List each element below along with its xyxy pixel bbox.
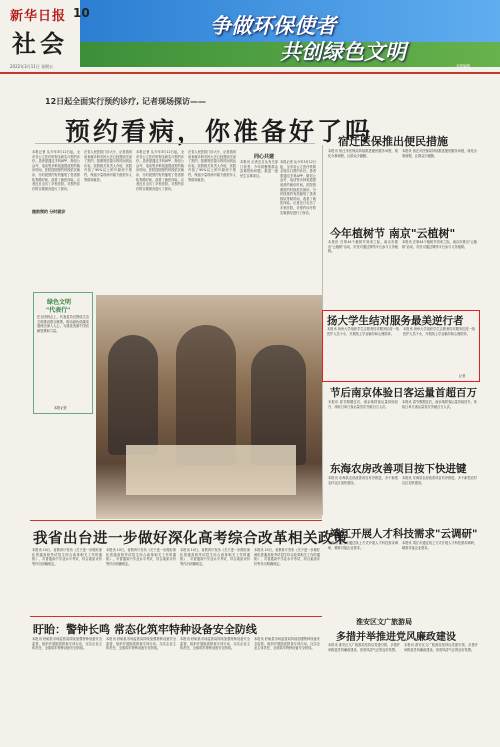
- masthead: [0, 0, 500, 73]
- lead-kicker: 12日起全面实行预约诊疗, 记者现场探访——: [45, 97, 206, 106]
- bottom-col2: 本报讯 盱眙县市场监管局持续加强特种设备安全监管，组织开展隐患排查专项行动，压实企业主体责任，全面筑牢特种设备安全防线。: [106, 637, 176, 651]
- banner-credit: 本版编辑: [456, 64, 470, 68]
- story1-col1: 本报讯 宿迁市医保局持续推进便民服务举措，简化办事流程，让群众少跑腿。: [328, 149, 398, 158]
- story1-col2: 本报讯 宿迁市医保局持续推进便民服务举措，简化办事流程，让群众少跑腿。: [402, 149, 477, 158]
- bottom-col4: 本报讯 盱眙县市场监管局持续加强特种设备安全监管，组织开展隐患排查专项行动，压实企业主体责任，全面筑牢特种设备安全防线。: [254, 637, 320, 651]
- masthead-rule: [0, 72, 500, 74]
- lead-title: 预约看病，你准备好了吗: [65, 117, 374, 146]
- story6-col1: 本报讯 靖江市通过线上方式开展人才科技需求调研，精准对接企业需求。: [328, 541, 398, 550]
- feature-photo: [96, 295, 322, 519]
- story3-col2: 本报讯 扬州大学组织学生志愿者结对服务抗疫一线医护人员子女，开展线上学业辅导和心理陪伴。: [403, 327, 475, 336]
- photo-figure-2: [176, 325, 236, 465]
- green-box-author: 本报记者: [54, 406, 67, 410]
- green-box-title2: "代表行": [46, 307, 71, 314]
- story4-col1: 本报讯 春节假期过后，南京地铁客运量持续回升，体验日单日客运量首次突破百万人次。: [328, 400, 398, 409]
- story5-col1: 本报讯 东海县农房改善项目有序推进，多个新型农村社区加快建设。: [328, 476, 398, 485]
- story6-title: 靖江开展人才科技需求"云调研": [330, 528, 478, 540]
- lead-col3: 本报记者 从今年3月12日起，全市各公立医疗机构全面实行预约诊疗。患者需通过手机APP、微信公众号、电话等多种渠道提前预约就诊时间，医院按照预约时段依次就诊，分时段预约有效缩短了患者排队等候时间，改善了就医体验。记者近日走访了多家医院，对预约诊疗的实施情况进行了探访。: [136, 150, 184, 191]
- green-box: [33, 292, 93, 414]
- story3-author: 记者: [459, 374, 466, 378]
- section-title: 社会: [12, 29, 68, 58]
- banner-line1: 争做环保使者: [210, 13, 336, 38]
- banner-line2: 共创绿色文明: [280, 39, 406, 64]
- lead-col2: 在省人民医院门诊大厅，记者看到前来就诊的市民大多已经提前完成了预约，按照短信提示的时间到达诊室。医院相关负责人介绍，医院开放了90%以上的号源用于预约，保留少量现场号源方便老年人等群体就医。: [84, 150, 132, 182]
- bottom-rule: [30, 616, 322, 617]
- lead-subhead: 提前预约 分时就诊: [32, 209, 66, 214]
- lead-col1: 本报记者 从今年3月12日起，全市各公立医疗机构全面实行预约诊疗。患者需通过手机APP、微信公众号、电话等多种渠道提前预约就诊时间，医院按照预约时段依次就诊，分时段预约有效缩短了患者排队等候时间，改善了就医体验。记者近日走访了多家医院，对预约诊疗的实施情况进行了探访。: [32, 150, 80, 191]
- feature-title: 我省出台进一步做好深化高考综合改革相关政策: [33, 530, 348, 547]
- middle-col2: 本报记者 从今年3月12日起，全市各公立医疗机构全面实行预约诊疗。患者需通过手机APP、微信公众号、电话等多种渠道提前预约就诊时间，医院按照预约时段依次就诊，分时段预约有效缩短了患者排队等候时间，改善了就医体验。记者近日走访了多家医院，对预约诊疗的实施情况进行了探访。: [280, 160, 316, 215]
- story2-col1: 本报讯 在第44个植树节到来之际，南京市推出"云植树"活动，市民可通过网络平台参与义务植树。: [328, 240, 398, 254]
- middle-title: 同心共建: [254, 154, 275, 160]
- bottom-col1: 本报讯 盱眙县市场监管局持续加强特种设备安全监管，组织开展隐患排查专项行动，压实企业主体责任，全面筑牢特种设备安全防线。: [32, 637, 102, 651]
- story5-title: 东海农房改善项目按下快进键: [330, 463, 467, 475]
- feature-col2: 本报讯 10日，省教育厅发布《关于进一步做好深化普通高校考试招生综合改革相关工作的通知》，对普通高中学业水平考试、综合素质评价等作出明确规定。: [106, 548, 176, 566]
- feature-rule: [30, 520, 322, 521]
- story7-col1: 本报讯 淮安区文广旅游局坚持以党建引领，多措并举推进党风廉政建设，营造风清气正的良好氛围。: [328, 643, 400, 652]
- middle-col1: 本报讯 记者近日从有关部门获悉，今年将聚焦群众急难愁盼问题，推进一批民生实事项目。: [240, 160, 278, 178]
- story7-col2: 本报讯 淮安区文广旅游局坚持以党建引领，多措并举推进党风廉政建设，营造风清气正的良好氛围。: [404, 643, 478, 652]
- green-box-body: 在全国两会上，代表委员们围绕生态文明建设建言献策，推动绿色低碳发展理念深入人心，为建设美丽中国贡献智慧和力量。: [37, 315, 89, 333]
- story3-title: 扬大学生结对服务最美逆行者: [327, 315, 464, 327]
- story2-col2: 本报讯 在第44个植树节到来之际，南京市推出"云植树"活动，市民可通过网络平台参与义务植树。: [402, 240, 477, 249]
- bottom-title: 盱眙：警钟长鸣 常态化筑牢特种设备安全防线: [33, 623, 257, 636]
- paper-name: 新华日报: [10, 9, 67, 24]
- highlight-box: [322, 310, 480, 382]
- lead-rule: [35, 143, 315, 144]
- photo-desk: [126, 445, 296, 495]
- green-box-title1: 绿色文明: [47, 299, 72, 306]
- feature-col1: 本报讯 10日，省教育厅发布《关于进一步做好深化普通高校考试招生综合改革相关工作的通知》，对普通高中学业水平考试、综合素质评价等作出明确规定。: [32, 548, 102, 566]
- photo-figure-1: [108, 335, 158, 455]
- feature-col3: 本报讯 10日，省教育厅发布《关于进一步做好深化普通高校考试招生综合改革相关工作的通知》，对普通高中学业水平考试、综合素质评价等作出明确规定。: [180, 548, 250, 566]
- story6-col2: 本报讯 靖江市通过线上方式开展人才科技需求调研，精准对接企业需求。: [402, 541, 477, 550]
- story3-col1: 本报讯 扬州大学组织学生志愿者结对服务抗疫一线医护人员子女，开展线上学业辅导和心理陪伴。: [327, 327, 399, 336]
- page-number: 10: [73, 6, 90, 20]
- bottom-col3: 本报讯 盱眙县市场监管局持续加强特种设备安全监管，组织开展隐患排查专项行动，压实企业主体责任，全面筑牢特种设备安全防线。: [180, 637, 250, 651]
- story1-title: 宿迁医保推出便民措施: [338, 135, 448, 148]
- story7-subtitle: 多措并举推进党风廉政建设: [336, 632, 456, 643]
- feature-col4: 本报讯 10日，省教育厅发布《关于进一步做好深化普通高校考试招生综合改革相关工作的通知》，对普通高中学业水平考试、综合素质评价等作出明确规定。: [254, 548, 320, 566]
- story2-title: 今年植树节 南京"云植树": [330, 227, 456, 240]
- story7-title: 淮安区文广旅游局: [356, 617, 412, 626]
- story5-col2: 本报讯 东海县农房改善项目有序推进，多个新型农村社区加快建设。: [402, 476, 477, 485]
- story4-title: 节后南京体验日客运量首超百万: [330, 387, 477, 399]
- lead-col4: 在省人民医院门诊大厅，记者看到前来就诊的市民大多已经提前完成了预约，按照短信提示的时间到达诊室。医院相关负责人介绍，医院开放了90%以上的号源用于预约，保留少量现场号源方便老年人等群体就医。: [188, 150, 236, 182]
- dateline: 2022年3月11日 星期五: [10, 64, 54, 69]
- story4-col2: 本报讯 春节假期过后，南京地铁客运量持续回升，体验日单日客运量首次突破百万人次。: [402, 400, 477, 409]
